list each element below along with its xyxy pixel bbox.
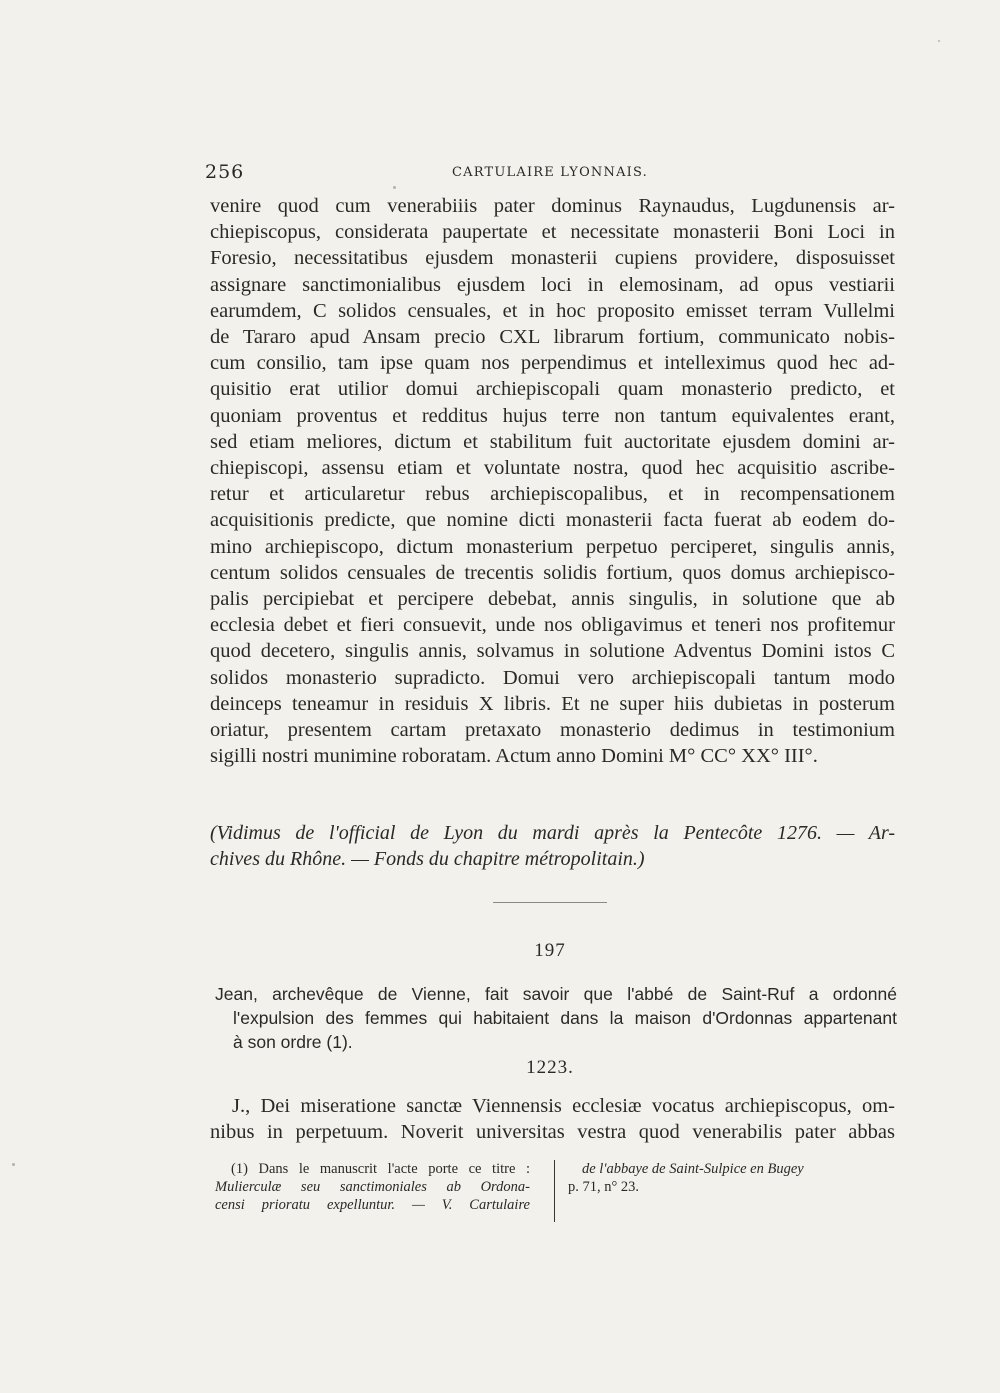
footnote-line: censi prioratu expelluntur. — V. Cartulaire <box>215 1197 530 1213</box>
paper-speck <box>393 186 396 189</box>
text-line: retur et articularetur rebus archiepiscopalibus, et in recompensationem <box>210 483 895 506</box>
source-note <box>210 820 895 872</box>
footnote-right-column <box>568 1160 898 1196</box>
text-line: earumdem, C solidos censuales, et in hoc proposito emisset terram Vullelmi <box>210 299 895 322</box>
summary-line: l'expulsion des femmes qui habitaient dans la maison d'Ordonnas appartenant <box>233 1008 897 1028</box>
text-line: quoniam proventus et redditus hujus terre non tantum equivalentes erant, <box>210 404 895 427</box>
charter-body-text <box>210 193 895 769</box>
text-line: assignare sanctimonialibus ejusdem loci in elemosinam, ad opus vestiarii <box>210 273 895 296</box>
text-line: acquisitionis predicte, que nomine dicti monasterii facta fuerat ab eodem do- <box>210 509 895 532</box>
text-line: deinceps teneamur in residuis X libris. Et ne super hiis dubietas in posterum <box>210 692 895 715</box>
text-line: ecclesia debet et fieri consuevit, unde nos obligavimus et teneri nos profitemur <box>210 614 895 637</box>
summary-line: Jean, archevêque de Vienne, fait savoir que l'abbé de Saint-Ruf a ordonné <box>215 984 897 1004</box>
text-line: chiepiscopus, considerata paupertate et necessitate monasterii Boni Loci in <box>210 221 895 244</box>
document-number: 197 <box>534 940 566 961</box>
document-date: 1223. <box>526 1057 574 1078</box>
text-line: solidos monasterio supradicto. Domui vero archiepiscopali tantum modo <box>210 666 895 689</box>
section-divider <box>493 902 607 903</box>
text-line: sigilli nostri munimine roboratam. Actum anno Domini M° CC° XX° III°. <box>210 745 818 768</box>
document-text <box>210 1093 895 1145</box>
text-line: nibus in perpetuum. Noverit universitas vestra quod venerabilis pater abbas <box>210 1121 895 1144</box>
text-line: mino archiepiscopo, dictum monasterium perpetuo perciperet, singulis annis, <box>210 535 895 558</box>
footnote-line: Mulierculæ seu sanctimoniales ab Ordona- <box>215 1179 530 1195</box>
document-summary <box>215 982 897 1054</box>
summary-line: à son ordre (1). <box>233 1032 353 1052</box>
text-line: chiepiscopi, assensu etiam et voluntate nostra, quod hec acquisitio ascribe- <box>210 457 895 480</box>
paper-speck <box>938 40 940 42</box>
footnote-column-divider <box>554 1160 555 1222</box>
source-note-line: (Vidimus de l'official de Lyon du mardi après la Pentecôte 1276. — Ar- <box>210 822 895 844</box>
footnote-line: p. 71, n° 23. <box>568 1179 640 1195</box>
footnote-left-column <box>215 1160 530 1214</box>
text-line: venire quod cum venerabiiis pater dominus Raynaudus, Lugdunensis ar- <box>210 195 895 217</box>
text-line: oriatur, presentem cartam pretaxato monasterio dedimus in testimonium <box>210 719 895 742</box>
text-line: quod decetero, singulis annis, solvamus in solutione Adventus Domini istos C <box>210 640 895 663</box>
text-line: cum consilio, tam ipse quam nos perpendimus et intelleximus quod hec ad- <box>210 352 895 375</box>
running-head <box>205 161 895 185</box>
running-title: CARTULAIRE LYONNAIS. <box>452 165 648 180</box>
footnote-line: (1) Dans le manuscrit l'acte porte ce titre : <box>231 1161 530 1177</box>
footnote-line: de l'abbaye de Saint-Sulpice en Bugey <box>582 1161 804 1177</box>
paper-speck <box>12 1163 15 1166</box>
page-number: 256 <box>205 161 245 183</box>
text-line: de Tararo apud Ansam precio CXL librarum fortium, communicato nobis- <box>210 326 895 349</box>
text-line: centum solidos censuales de trecentis solidis fortium, quos domus archiepisco- <box>210 561 895 584</box>
text-line: quisitio erat utilior domui archiepiscopali quam monasterio predicto, et <box>210 378 895 401</box>
text-line: sed etiam meliores, dictum et stabilitum fuit auctoritate ejusdem domini ar- <box>210 430 895 453</box>
text-line: J., Dei miseratione sanctæ Viennensis ecclesiæ vocatus archiepiscopus, om- <box>232 1095 895 1117</box>
text-line: Foresio, necessitatibus ejusdem monasterii cupiens providere, disposuisset <box>210 247 895 270</box>
text-line: palis percipiebat et percipere debebat, annis singulis, in solutione que ab <box>210 588 895 611</box>
source-note-line: chives du Rhône. — Fonds du chapitre métropolitain.) <box>210 848 645 870</box>
